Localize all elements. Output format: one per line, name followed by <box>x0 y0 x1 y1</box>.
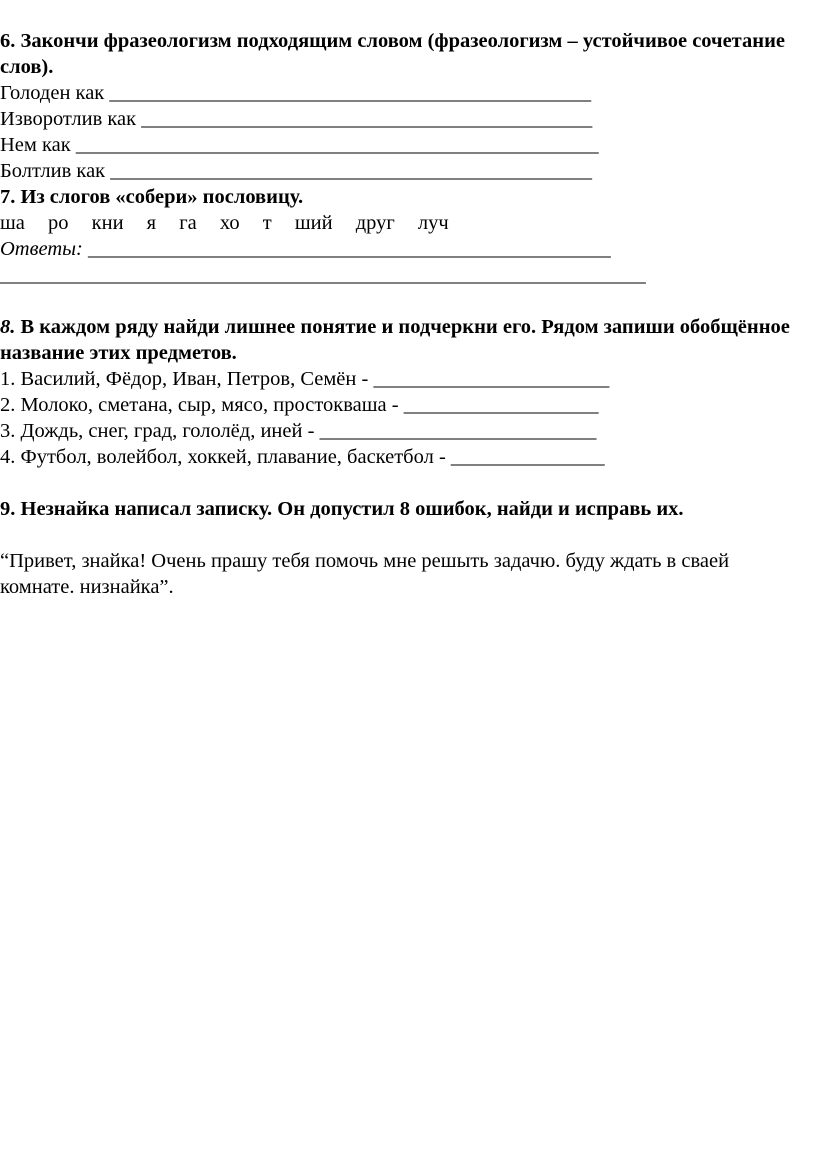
task7-heading-text: Из слогов «собери» пословицу. <box>20 186 304 208</box>
syllable: га <box>179 212 197 234</box>
spacer <box>0 470 816 496</box>
task6-item <box>0 80 816 106</box>
task7-heading <box>0 184 816 210</box>
answer-blank[interactable]: ____________________________________________ <box>141 108 593 130</box>
task8-row-text: 2. Молоко, сметана, сыр, мясо, простокваша - <box>0 394 399 416</box>
answer-blank[interactable]: ___________________________________________________ <box>87 238 611 260</box>
spacer <box>0 522 816 548</box>
task9-heading: 9. Незнайка написал записку. Он допустил 8 ошибок, найди и исправь их. <box>0 498 684 520</box>
answers-label: Ответы: <box>0 238 83 260</box>
syllable: друг <box>355 212 395 234</box>
answer-blank[interactable]: _______________ <box>450 446 605 468</box>
task8-row <box>0 366 816 392</box>
task6-heading-text: Закончи фразеологизм подходящим словом (фразеологизм – устойчивое сочетание слов). <box>0 30 785 78</box>
task8-heading-text: В каждом ряду найди лишнее понятие и подчеркни его. Рядом запиши обобщённое название этих предметов. <box>0 316 790 364</box>
task8-row-text: 4. Футбол, волейбол, хоккей, плавание, баскетбол - <box>0 446 446 468</box>
task6-item <box>0 158 816 184</box>
task8-number: 8. <box>0 316 16 338</box>
syllable: кни <box>91 212 124 234</box>
task6-item-label: Изворотлив как <box>0 108 137 130</box>
syllable: хо <box>219 212 240 234</box>
task7-extra-line <box>0 262 816 288</box>
syllable: ро <box>48 212 69 234</box>
answer-blank[interactable]: ___________________ <box>403 394 599 416</box>
task6-item-label: Голоден как <box>0 82 105 104</box>
task8-row-text: 1. Василий, Фёдор, Иван, Петров, Семён - <box>0 368 369 390</box>
task6-item <box>0 106 816 132</box>
syllable: луч <box>417 212 449 234</box>
syllable: ша <box>0 212 25 234</box>
task6-item-label: Нем как <box>0 134 71 156</box>
task7-answers <box>0 236 816 262</box>
answer-blank[interactable]: _______________________________________________________________ <box>0 264 646 286</box>
task6-item <box>0 132 816 158</box>
answer-blank[interactable]: _______________________ <box>373 368 610 390</box>
syllable-row <box>0 210 816 236</box>
answer-blank[interactable]: _______________________________________________ <box>109 82 592 104</box>
task8-row-text: 3. Дождь, снег, град, гололёд, иней - <box>0 420 315 442</box>
task6-number: 6. <box>0 30 16 52</box>
task6-heading <box>0 28 800 80</box>
worksheet-page <box>0 28 816 600</box>
task8-heading <box>0 314 800 366</box>
task8-row <box>0 418 816 444</box>
syllable: я <box>146 212 157 234</box>
task9-note: “Привет, знайка! Очень прашу тебя помочь мне решыть задачю. буду ждать в сваей комнате. низнайка”. <box>0 550 730 598</box>
answer-blank[interactable]: _______________________________________________ <box>110 160 593 182</box>
syllable: т <box>262 212 272 234</box>
task6-item-label: Болтлив как <box>0 160 106 182</box>
task7-number: 7. <box>0 186 16 208</box>
answer-blank[interactable]: ___________________________________________________ <box>75 134 599 156</box>
answer-blank[interactable]: ___________________________ <box>319 420 597 442</box>
syllable: ший <box>294 212 333 234</box>
task8-row <box>0 392 816 418</box>
spacer <box>0 288 816 314</box>
task8-row <box>0 444 816 470</box>
